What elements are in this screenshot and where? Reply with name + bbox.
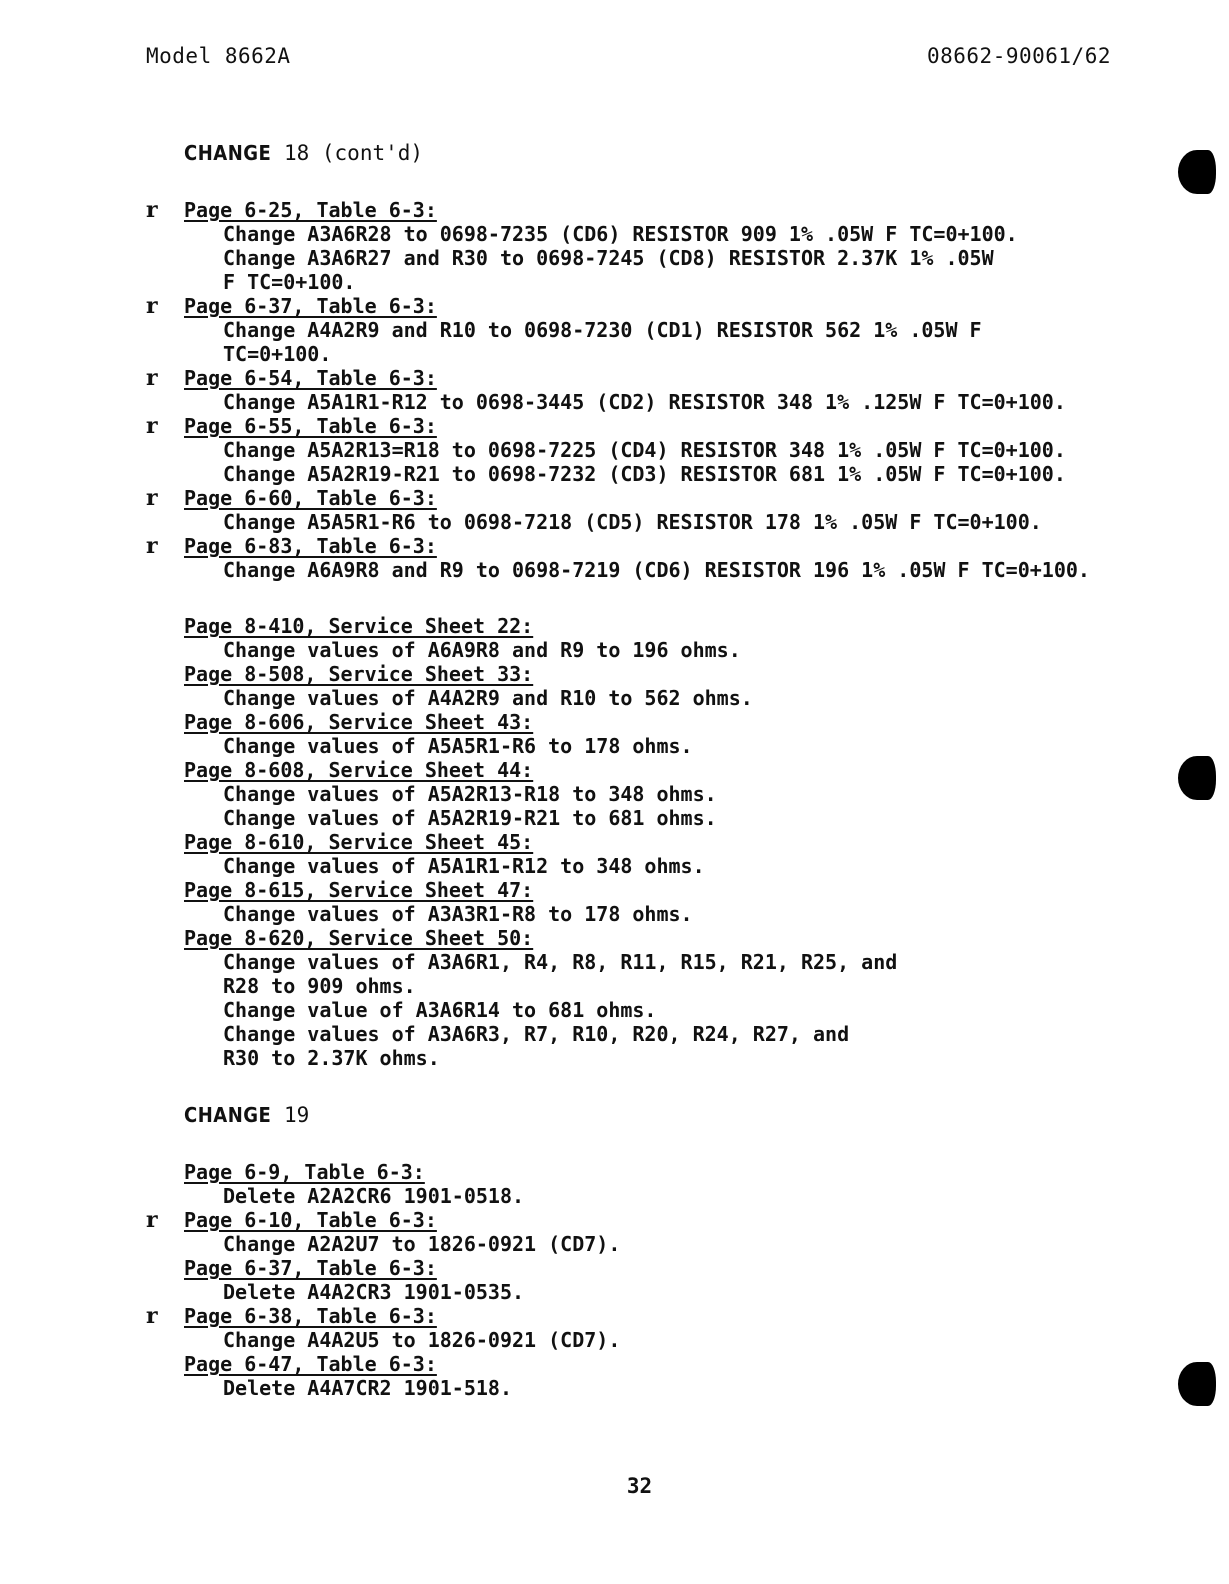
change-instruction: Change value of A3A6R14 to 681 ohms. bbox=[223, 998, 657, 1022]
change-instruction: Change values of A3A3R1-R8 to 178 ohms. bbox=[223, 902, 693, 926]
spacer bbox=[146, 582, 1136, 614]
entry-reference-line bbox=[146, 662, 1136, 686]
change-entry bbox=[146, 414, 1136, 486]
page-table-reference: Page 8-410, Service Sheet 22: bbox=[184, 614, 534, 638]
change-entry bbox=[146, 534, 1136, 582]
change-number: 18 (cont'd) bbox=[283, 141, 424, 165]
revision-mark: r bbox=[146, 365, 158, 391]
revision-mark: r bbox=[146, 1303, 158, 1329]
entry-reference-line bbox=[146, 830, 1136, 854]
entry-reference-line bbox=[146, 414, 1136, 438]
change-instruction: Change values of A3A6R1, R4, R8, R11, R15, R21, R25, and bbox=[223, 950, 898, 974]
change-instruction: Change values of A6A9R8 and R9 to 196 ohms. bbox=[223, 638, 741, 662]
page-table-reference: Page 8-508, Service Sheet 33: bbox=[184, 662, 534, 686]
change-instruction: Change A3A6R28 to 0698-7235 (CD6) RESISTOR 909 1% .05W F TC=0+100. bbox=[223, 222, 1018, 246]
change-instruction: Change A5A2R19-R21 to 0698-7232 (CD3) RESISTOR 681 1% .05W F TC=0+100. bbox=[223, 462, 1066, 486]
page-table-reference: Page 8-610, Service Sheet 45: bbox=[184, 830, 534, 854]
page-table-reference: Page 6-25, Table 6-3: bbox=[184, 198, 437, 222]
change-instruction: Change A2A2U7 to 1826-0921 (CD7). bbox=[223, 1232, 621, 1256]
spacer bbox=[146, 1070, 1136, 1102]
change-instruction: Change A5A5R1-R6 to 0698-7218 (CD5) RESISTOR 178 1% .05W F TC=0+100. bbox=[223, 510, 1042, 534]
page-table-reference: Page 8-615, Service Sheet 47: bbox=[184, 878, 534, 902]
document-number: 08662-90061/62 bbox=[926, 44, 1111, 68]
binder-hole-mark bbox=[1178, 756, 1216, 800]
entry-reference-line bbox=[146, 926, 1136, 950]
change-instruction: Change values of A5A1R1-R12 to 348 ohms. bbox=[223, 854, 705, 878]
page-table-reference: Page 8-608, Service Sheet 44: bbox=[184, 758, 534, 782]
entry-reference-line bbox=[146, 614, 1136, 638]
revision-mark: r bbox=[146, 293, 158, 319]
change-instruction: Change A4A2U5 to 1826-0921 (CD7). bbox=[223, 1328, 621, 1352]
binder-hole-mark bbox=[1178, 1362, 1216, 1406]
page-table-reference: Page 8-606, Service Sheet 43: bbox=[184, 710, 534, 734]
change-18-heading bbox=[146, 140, 1136, 166]
page-table-reference: Page 6-55, Table 6-3: bbox=[184, 414, 437, 438]
change-instruction: Change values of A3A6R3, R7, R10, R20, R24, R27, and bbox=[223, 1022, 850, 1046]
change-instruction: TC=0+100. bbox=[223, 342, 332, 366]
change-instruction: Change A5A2R13=R18 to 0698-7225 (CD4) RESISTOR 348 1% .05W F TC=0+100. bbox=[223, 438, 1066, 462]
change-instruction: Change values of A5A5R1-R6 to 178 ohms. bbox=[223, 734, 693, 758]
binder-hole-mark bbox=[1178, 150, 1216, 194]
change-entry bbox=[146, 1208, 1136, 1256]
revision-mark: r bbox=[146, 413, 158, 439]
manual-changes-content bbox=[146, 140, 1136, 1400]
page-table-reference: Page 6-10, Table 6-3: bbox=[184, 1208, 437, 1232]
revision-mark: r bbox=[146, 533, 158, 559]
change-18-table-entries bbox=[146, 198, 1136, 582]
change-entry bbox=[146, 486, 1136, 534]
change-entry bbox=[146, 758, 1136, 830]
entry-reference-line bbox=[146, 710, 1136, 734]
spacer bbox=[146, 166, 1136, 198]
change-label: CHANGE bbox=[184, 141, 272, 165]
change-entry bbox=[146, 926, 1136, 1070]
change-entry bbox=[146, 614, 1136, 662]
change-entry bbox=[146, 1256, 1136, 1304]
change-entry bbox=[146, 198, 1136, 294]
change-label: CHANGE bbox=[184, 1103, 272, 1127]
change-instruction: Delete A4A2CR3 1901-0535. bbox=[223, 1280, 525, 1304]
entry-reference-line bbox=[146, 534, 1136, 558]
page-number: 32 bbox=[626, 1474, 653, 1498]
change-entry bbox=[146, 830, 1136, 878]
change-entry bbox=[146, 1304, 1136, 1352]
page-table-reference: Page 6-37, Table 6-3: bbox=[184, 294, 437, 318]
change-19-heading bbox=[146, 1102, 1136, 1128]
page-table-reference: Page 6-37, Table 6-3: bbox=[184, 1256, 437, 1280]
page-table-reference: Page 6-38, Table 6-3: bbox=[184, 1304, 437, 1328]
entry-reference-line bbox=[146, 878, 1136, 902]
change-instruction: Change values of A4A2R9 and R10 to 562 ohms. bbox=[223, 686, 753, 710]
revision-mark: r bbox=[146, 197, 158, 223]
spacer bbox=[146, 1128, 1136, 1160]
change-instruction: Change A5A1R1-R12 to 0698-3445 (CD2) RESISTOR 348 1% .125W F TC=0+100. bbox=[223, 390, 1066, 414]
change-instruction: R30 to 2.37K ohms. bbox=[223, 1046, 440, 1070]
model-header: Model 8662A bbox=[146, 44, 291, 68]
entry-reference-line bbox=[146, 366, 1136, 390]
page-table-reference: Page 6-9, Table 6-3: bbox=[184, 1160, 425, 1184]
page-table-reference: Page 6-83, Table 6-3: bbox=[184, 534, 437, 558]
change-instruction: Change A4A2R9 and R10 to 0698-7230 (CD1) RESISTOR 562 1% .05W F bbox=[223, 318, 982, 342]
entry-reference-line bbox=[146, 758, 1136, 782]
change-entry bbox=[146, 878, 1136, 926]
page-table-reference: Page 6-60, Table 6-3: bbox=[184, 486, 437, 510]
change-instruction: Change values of A5A2R13-R18 to 348 ohms. bbox=[223, 782, 717, 806]
change-entry bbox=[146, 710, 1136, 758]
change-entry bbox=[146, 1160, 1136, 1208]
entry-reference-line bbox=[146, 294, 1136, 318]
change-instruction: Change A6A9R8 and R9 to 0698-7219 (CD6) RESISTOR 196 1% .05W F TC=0+100. bbox=[223, 558, 1090, 582]
revision-mark: r bbox=[146, 1207, 158, 1233]
change-instruction: R28 to 909 ohms. bbox=[223, 974, 416, 998]
change-instruction: Change A3A6R27 and R30 to 0698-7245 (CD8) RESISTOR 2.37K 1% .05W bbox=[223, 246, 994, 270]
entry-reference-line bbox=[146, 1352, 1136, 1376]
page-table-reference: Page 6-54, Table 6-3: bbox=[184, 366, 437, 390]
entry-reference-line bbox=[146, 1256, 1136, 1280]
change-entry bbox=[146, 662, 1136, 710]
change-instruction: Delete A2A2CR6 1901-0518. bbox=[223, 1184, 525, 1208]
change-instruction: Change values of A5A2R19-R21 to 681 ohms. bbox=[223, 806, 717, 830]
page-table-reference: Page 6-47, Table 6-3: bbox=[184, 1352, 437, 1376]
entry-reference-line bbox=[146, 1304, 1136, 1328]
page-table-reference: Page 8-620, Service Sheet 50: bbox=[184, 926, 534, 950]
change-entry bbox=[146, 294, 1136, 366]
change-instruction: F TC=0+100. bbox=[223, 270, 356, 294]
change-18-service-sheet-entries bbox=[146, 614, 1136, 1070]
entry-reference-line bbox=[146, 198, 1136, 222]
revision-mark: r bbox=[146, 485, 158, 511]
entry-reference-line bbox=[146, 1208, 1136, 1232]
change-19-table-entries bbox=[146, 1160, 1136, 1400]
change-entry bbox=[146, 1352, 1136, 1400]
entry-reference-line bbox=[146, 486, 1136, 510]
change-entry bbox=[146, 366, 1136, 414]
change-instruction: Delete A4A7CR2 1901-518. bbox=[223, 1376, 512, 1400]
entry-reference-line bbox=[146, 1160, 1136, 1184]
change-number: 19 bbox=[283, 1103, 310, 1127]
